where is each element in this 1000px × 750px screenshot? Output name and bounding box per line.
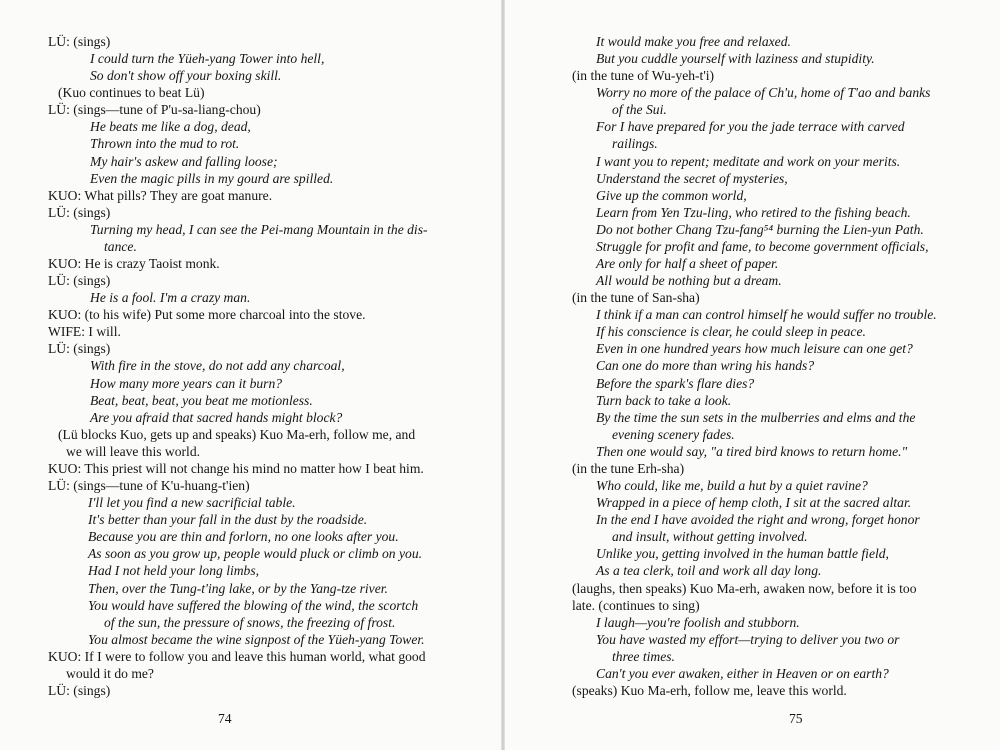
verse-line: Are only for half a sheet of paper. bbox=[596, 256, 779, 272]
dialogue-line: LÜ: (sings—tune of P'u-sa-liang-chou) bbox=[48, 102, 261, 118]
verse-line: Unlike you, getting involved in the human battle field, bbox=[596, 546, 889, 562]
dialogue-line: WIFE: I will. bbox=[48, 324, 121, 340]
verse-line: Then, over the Tung-t'ing lake, or by the Yang-tze river. bbox=[88, 580, 388, 596]
verse-line: I laugh—you're foolish and stubborn. bbox=[596, 614, 800, 630]
verse-line: evening scenery fades. bbox=[612, 426, 735, 442]
dialogue-line: LÜ: (sings—tune of K'u-huang-t'ien) bbox=[48, 478, 250, 494]
verse-line: Can one do more than wring his hands? bbox=[596, 358, 815, 374]
dialogue-line: would it do me? bbox=[66, 665, 154, 681]
verse-line: Struggle for profit and fame, to become government officials, bbox=[596, 238, 929, 254]
left-page-number: 74 bbox=[218, 711, 232, 726]
verse-line: He is a fool. I'm a crazy man. bbox=[90, 290, 251, 306]
dialogue-line: KUO: What pills? They are goat manure. bbox=[48, 187, 273, 203]
dialogue-line: LÜ: (sings) bbox=[48, 204, 111, 220]
dialogue-line: (Lü blocks Kuo, gets up and speaks) Kuo Ma-erh, follow me, and bbox=[58, 426, 416, 442]
dialogue-line: LÜ: (sings) bbox=[48, 341, 111, 357]
dialogue-line: KUO: He is crazy Taoist monk. bbox=[48, 256, 220, 272]
dialogue-line: (laughs, then speaks) Kuo Ma-erh, awaken now, before it is too bbox=[572, 580, 917, 596]
verse-line: railings. bbox=[612, 136, 658, 152]
verse-line: Beat, beat, beat, you beat me motionless. bbox=[90, 392, 313, 408]
verse-line: In the end I have avoided the right and wrong, forget honor bbox=[596, 512, 920, 528]
verse-line: Because you are thin and forlorn, no one looks after you. bbox=[88, 529, 399, 545]
verse-line: Turning my head, I can see the Pei-mang Mountain in the dis- bbox=[90, 221, 428, 237]
dialogue-line: (Kuo continues to beat Lü) bbox=[58, 85, 205, 101]
verse-line: Who could, like me, build a hut by a quiet ravine? bbox=[596, 478, 868, 494]
verse-line: As soon as you grow up, people would pluck or climb on you. bbox=[88, 546, 423, 562]
verse-line: and insult, without getting involved. bbox=[612, 529, 808, 545]
dialogue-line: KUO: If I were to follow you and leave this human world, what good bbox=[48, 648, 426, 664]
verse-line: For I have prepared for you the jade terrace with carved bbox=[596, 119, 905, 135]
verse-line: Understand the secret of mysteries, bbox=[596, 170, 788, 186]
verse-line: I'll let you find a new sacrificial table. bbox=[88, 495, 296, 511]
dialogue-line: (in the tune of San-sha) bbox=[572, 290, 700, 306]
verse-line: It's better than your fall in the dust by the roadside. bbox=[88, 512, 368, 528]
verse-line: As a tea clerk, toil and work all day long. bbox=[596, 563, 822, 579]
verse-line: How many more years can it burn? bbox=[90, 375, 283, 391]
dialogue-line: LÜ: (sings) bbox=[48, 34, 111, 49]
right-page-number: 75 bbox=[789, 711, 803, 726]
verse-line: Then one would say, "a tired bird knows to return home." bbox=[596, 443, 908, 459]
verse-line: Even in one hundred years how much leisure can one get? bbox=[596, 341, 913, 357]
left-page-text bbox=[48, 33, 478, 699]
verse-line: Thrown into the mud to rot. bbox=[90, 136, 240, 152]
verse-line: But you cuddle yourself with laziness and stupidity. bbox=[596, 51, 875, 67]
verse-line: of the Sui. bbox=[612, 102, 667, 118]
verse-line: All would be nothing but a dream. bbox=[596, 273, 782, 289]
verse-line: Worry no more of the palace of Ch'u, home of T'ao and banks bbox=[596, 85, 931, 101]
dialogue-line: LÜ: (sings) bbox=[48, 682, 111, 698]
dialogue-line: (speaks) Kuo Ma-erh, follow me, leave this world. bbox=[572, 682, 847, 698]
verse-line: It would make you free and relaxed. bbox=[596, 34, 791, 49]
verse-line: I could turn the Yüeh-yang Tower into hell, bbox=[90, 51, 325, 67]
verse-line: So don't show off your boxing skill. bbox=[90, 68, 282, 84]
verse-line: Turn back to take a look. bbox=[596, 392, 732, 408]
verse-line: With fire in the stove, do not add any charcoal, bbox=[90, 358, 345, 374]
verse-line: Give up the common world, bbox=[596, 187, 747, 203]
right-page-text bbox=[572, 33, 992, 699]
verse-line: three times. bbox=[612, 648, 675, 664]
verse-line: Can't you ever awaken, either in Heaven or on earth? bbox=[596, 665, 889, 681]
verse-line: of the sun, the pressure of snows, the freezing of frost. bbox=[104, 614, 396, 630]
verse-line: I think if a man can control himself he would suffer no trouble. bbox=[596, 307, 937, 323]
verse-line: My hair's askew and falling loose; bbox=[90, 153, 278, 169]
dialogue-line: KUO: (to his wife) Put some more charcoal into the stove. bbox=[48, 307, 366, 323]
verse-line: Do not bother Chang Tzu-fang⁵⁴ burning the Lien-yun Path. bbox=[596, 221, 924, 237]
verse-line: Before the spark's flare dies? bbox=[596, 375, 755, 391]
verse-line: You have wasted my effort—trying to deliver you two or bbox=[596, 631, 900, 647]
verse-line: If his conscience is clear, he could sleep in peace. bbox=[596, 324, 866, 340]
verse-line: You almost became the wine signpost of the Yüeh-yang Tower. bbox=[88, 631, 425, 647]
verse-line: Wrapped in a piece of hemp cloth, I sit at the sacred altar. bbox=[596, 495, 912, 511]
verse-line: I want you to repent; meditate and work on your merits. bbox=[596, 153, 901, 169]
dialogue-line: late. (continues to sing) bbox=[572, 597, 700, 613]
verse-line: Learn from Yen Tzu-ling, who retired to the fishing beach. bbox=[596, 204, 911, 220]
verse-line: By the time the sun sets in the mulberries and elms and the bbox=[596, 409, 916, 425]
verse-line: You would have suffered the blowing of the wind, the scortch bbox=[88, 597, 419, 613]
verse-line: He beats me like a dog, dead, bbox=[90, 119, 251, 135]
dialogue-line: LÜ: (sings) bbox=[48, 273, 111, 289]
verse-line: Had I not held your long limbs, bbox=[88, 563, 260, 579]
verse-line: tance. bbox=[104, 238, 137, 254]
dialogue-line: we will leave this world. bbox=[66, 443, 201, 459]
dialogue-line: KUO: This priest will not change his mind no matter how I beat him. bbox=[48, 460, 424, 476]
right-page bbox=[504, 0, 1000, 750]
verse-line: Even the magic pills in my gourd are spilled. bbox=[90, 170, 334, 186]
verse-line: Are you afraid that sacred hands might block? bbox=[90, 409, 343, 425]
dialogue-line: (in the tune Erh-sha) bbox=[572, 460, 685, 476]
dialogue-line: (in the tune of Wu-yeh-t'i) bbox=[572, 68, 715, 84]
